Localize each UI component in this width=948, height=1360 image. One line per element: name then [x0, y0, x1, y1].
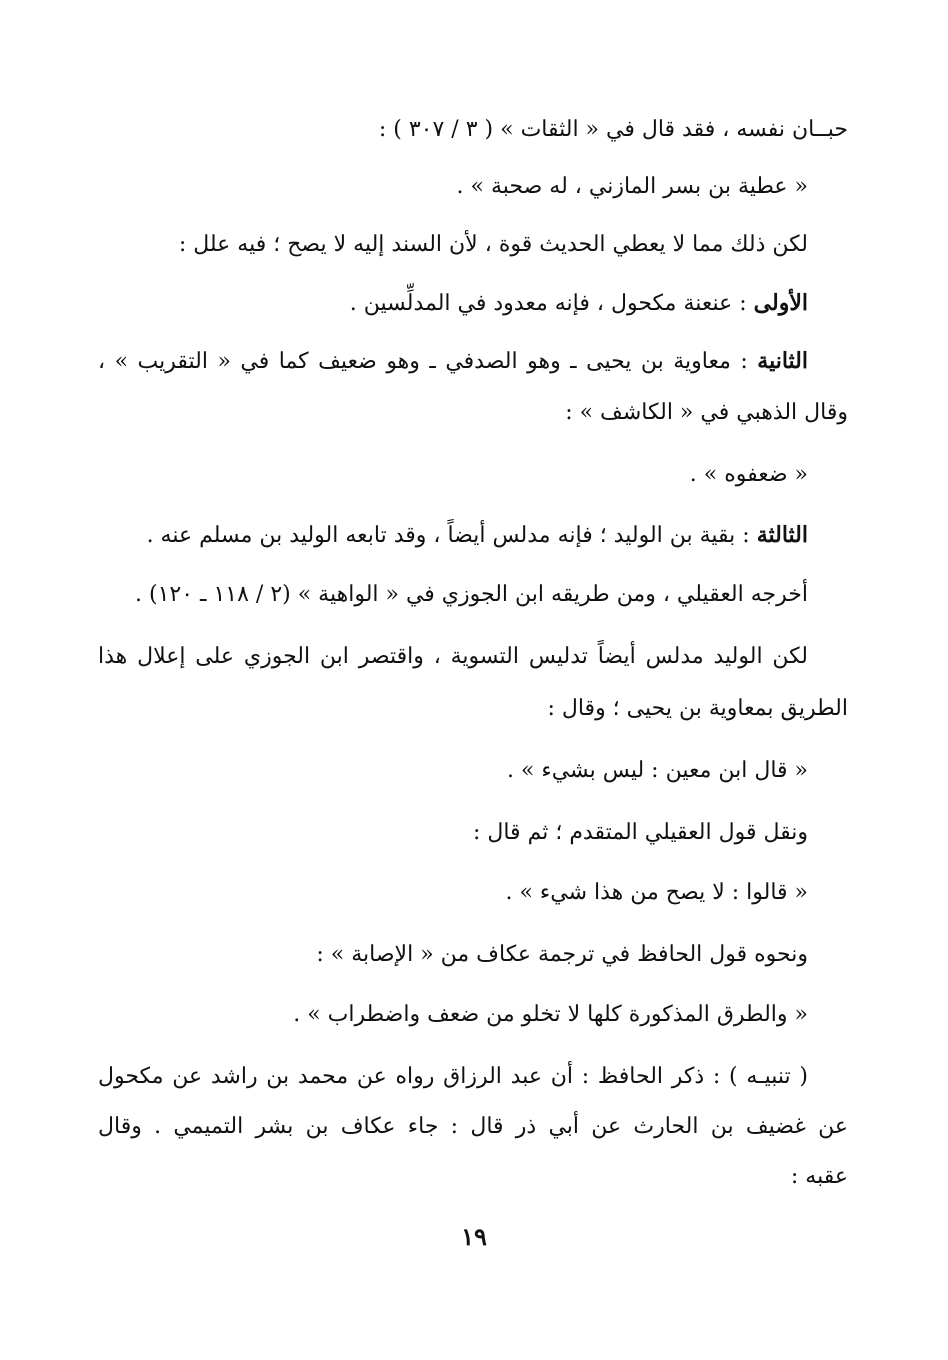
text-line-11: الطريق بمعاوية بن يحيى ؛ وقال :: [547, 696, 848, 721]
line-heading: الأولى: [753, 290, 808, 316]
text-line-3: لكن ذلك مما لا يعطي الحديث قوة ، لأن السند إليه لا يصح ؛ فيه علل :: [178, 232, 808, 257]
text-line-17: ( تنبيـه ) : ذكر الحافظ : أن عبد الرزاق رواه عن محمد بن راشد عن مكحول: [98, 1064, 808, 1089]
text-line-4: الأولى : عنعنة مكحول ، فإنه معدود في المدلِّسين .: [349, 290, 808, 316]
text-line-15: ونحوه قول الحافظ في ترجمة عكاف من « الإصابة » :: [316, 942, 808, 967]
line-heading: الثالثة: [756, 522, 808, 548]
quote-line-7: « ضعفوه » .: [689, 462, 808, 487]
page-number: ١٩: [461, 1222, 487, 1251]
text-line-6: وقال الذهبي في « الكاشف » :: [565, 400, 848, 425]
text-line-13: ونقل قول العقيلي المتقدم ؛ ثم قال :: [472, 820, 808, 845]
text-line-5: الثانية : معاوية بن يحيى ـ وهو الصدفي ـ وهو ضعيف كما في « التقريب » ،: [98, 348, 808, 374]
quote-line-14: « قالوا : لا يصح من هذا شيء » .: [505, 880, 808, 905]
line-heading: الثانية: [757, 348, 808, 374]
text-line-1: حبــان نفسه ، فقد قال في « الثقات » ( ٣ / ٣٠٧ ) :: [378, 117, 848, 142]
text-line-9: أخرجه العقيلي ، ومن طريقه ابن الجوزي في « الواهية » (٢ / ١١٨ ـ ١٢٠) .: [135, 582, 808, 607]
text-line-18: عن غضيف بن الحارث عن أبي ذر قال : جاء عكاف بن بشر التميمي . وقال: [98, 1114, 848, 1139]
text-line-8: الثالثة : بقية بن الوليد ؛ فإنه مدلس أيضاً ، وقد تابعه الوليد بن مسلم عنه .: [146, 522, 808, 548]
text-line-19: عقبه :: [790, 1164, 848, 1189]
quote-line-2: « عطية بن بسر المازني ، له صحبة » .: [456, 174, 808, 199]
quote-line-12: « قال ابن معين : ليس بشيء » .: [506, 758, 808, 783]
quote-line-16: « والطرق المذكورة كلها لا تخلو من ضعف واضطراب » .: [293, 1002, 808, 1027]
text-line-10: لكن الوليد مدلس أيضاً تدليس التسوية ، واقتصر ابن الجوزي على إعلال هذا: [98, 644, 808, 669]
